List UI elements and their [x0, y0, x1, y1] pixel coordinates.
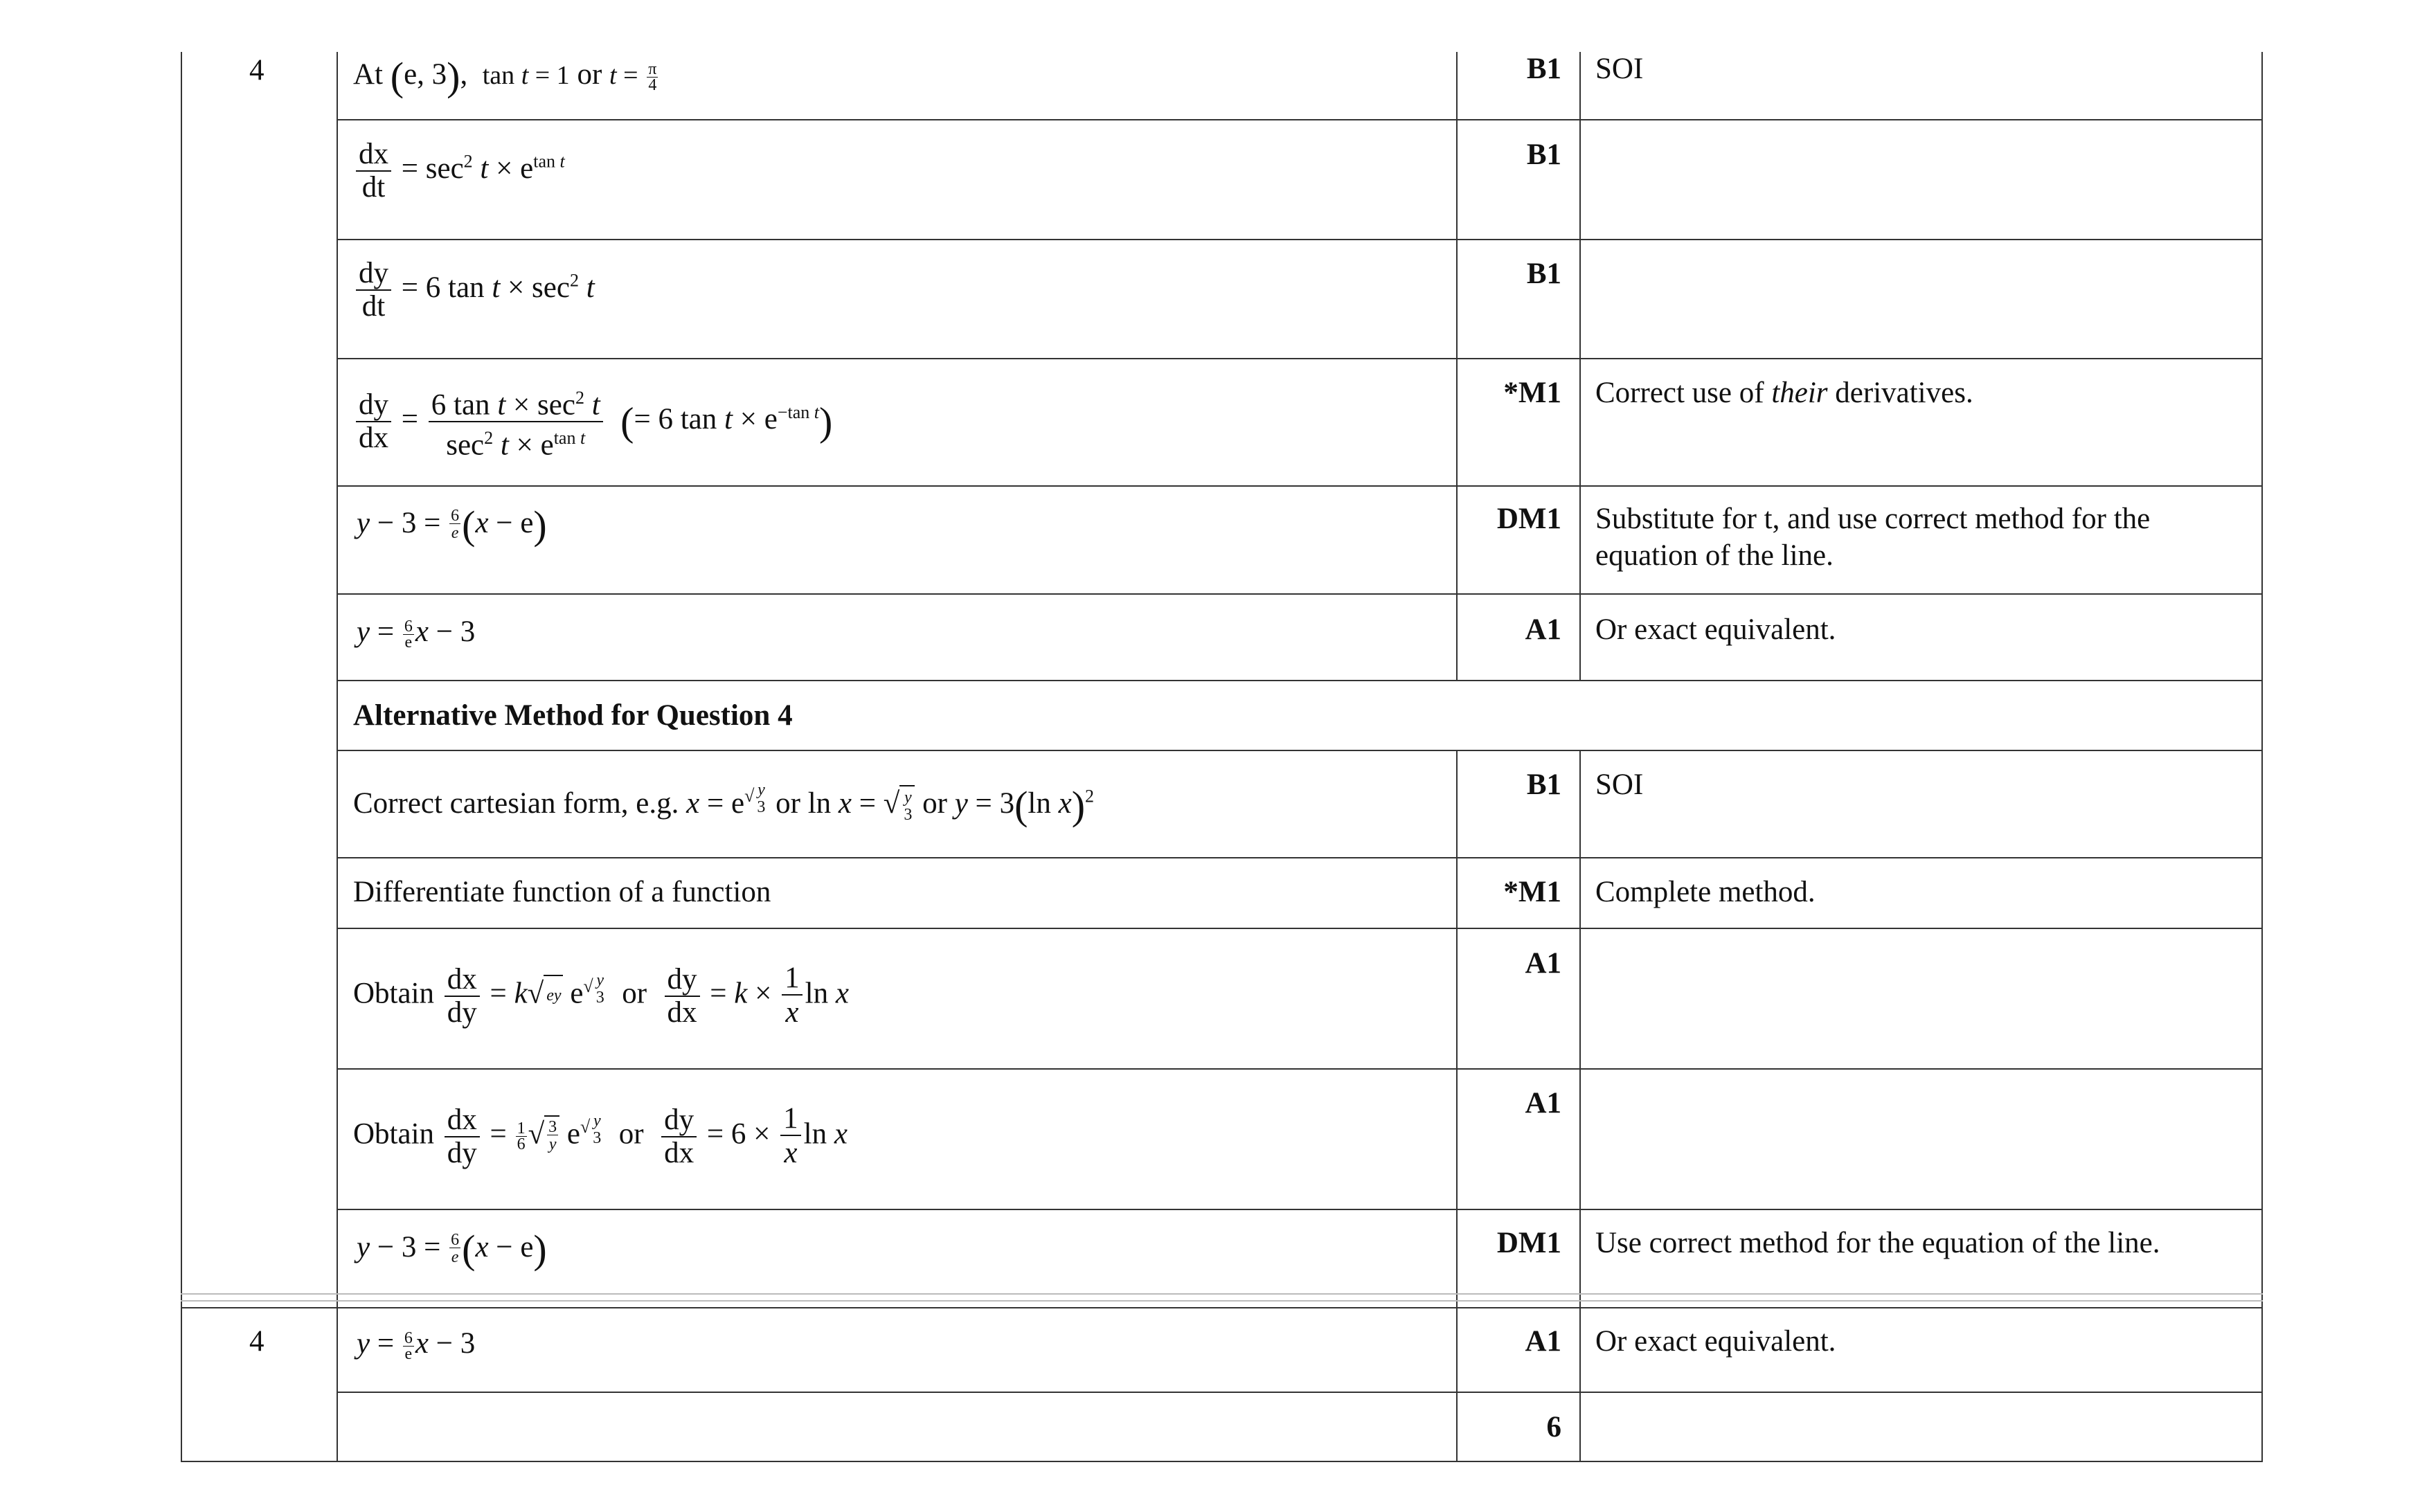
guidance-text: Or exact equivalent. [1595, 613, 1836, 646]
answer-cell: At (e, 3), tan t = 1 or t = $\frac{\pi}{4}$ [353, 54, 657, 100]
question-number: 4 [249, 54, 265, 87]
answer-cell: y = $\frac{6}{e}$ x − 3 [357, 615, 476, 651]
mark-label: B1 [1526, 138, 1561, 171]
guidance-text: Correct use of their derivatives. [1595, 377, 1973, 409]
mark-label: DM1 [1496, 503, 1561, 535]
total-mark: 6 [1546, 1411, 1561, 1443]
section-heading: Alternative Method for Question 4 [353, 699, 793, 732]
guidance-text: Or exact equivalent. [1595, 1325, 1836, 1358]
answer-cell: y = $\frac{6}{e}$ x − 3 [357, 1327, 476, 1363]
question-number: 4 [249, 1325, 265, 1358]
guidance-text: Use correct method for the equation of the line. [1595, 1227, 2160, 1259]
mark-label: B1 [1526, 53, 1561, 85]
answer-cell: y − 3 = $\frac{6}{e}(x - e)$ [357, 1227, 547, 1272]
mark-label: A1 [1525, 1325, 1561, 1358]
answer-cell: Obtain $\frac{dx}{dy}$ = k√ ey $e^{√ y 3}$ or $\frac{dy}{dx}$ = k × $\frac{1}{x}\ln$ x [353, 962, 849, 1029]
guidance-text: SOI [1595, 768, 1644, 801]
answer-cell: Obtain $\frac{dx}{dy}$ = $\frac{1}{6}$ √ $\frac{3}{y} e^{√ y 3}$ or $\frac{dy}{dx}$ = 6 × $\frac{1}{x}\ln$ x [353, 1102, 848, 1169]
guidance-text: SOI [1595, 53, 1644, 85]
mark-label: *M1 [1503, 377, 1561, 409]
mark-label: A1 [1525, 947, 1561, 980]
answer-cell: y − 3 = $\frac{6}{e}(x - e)$ [357, 503, 547, 548]
guidance-text: Substitute for t, and use correct method for the [1595, 503, 2151, 535]
guidance-text: Complete method. [1595, 876, 1816, 908]
mark-label: A1 [1525, 613, 1561, 646]
answer-cell: $\frac{dx}{dt}$ = $\sec^2 t \times e^{tan t}$ [353, 138, 565, 204]
answer-cell: Correct cartesian form, e.g. $x = e^{√ y 3}$ or ln x = √ y 3 or y = 3(ln x)$^2$ [353, 781, 1095, 828]
mark-label: A1 [1525, 1087, 1561, 1119]
answer-cell: $\frac{dy}{dx}$ = $\frac{6 \tan t \times \sec^2 t}{\sec^2 t \times e^{tan t}}$ (= 6 $\tan t \times e^{-tan t}$) [353, 382, 832, 462]
mark-label: DM1 [1496, 1227, 1561, 1259]
answer-cell: Differentiate function of a function [353, 876, 771, 908]
mark-label: B1 [1526, 768, 1561, 801]
mark-label: B1 [1526, 258, 1561, 290]
guidance-text: equation of the line. [1595, 539, 1834, 572]
mark-label: *M1 [1503, 876, 1561, 908]
answer-cell: $\frac{dy}{dt}$ = 6 $\tan t \times \sec^2 t$ [353, 258, 595, 323]
